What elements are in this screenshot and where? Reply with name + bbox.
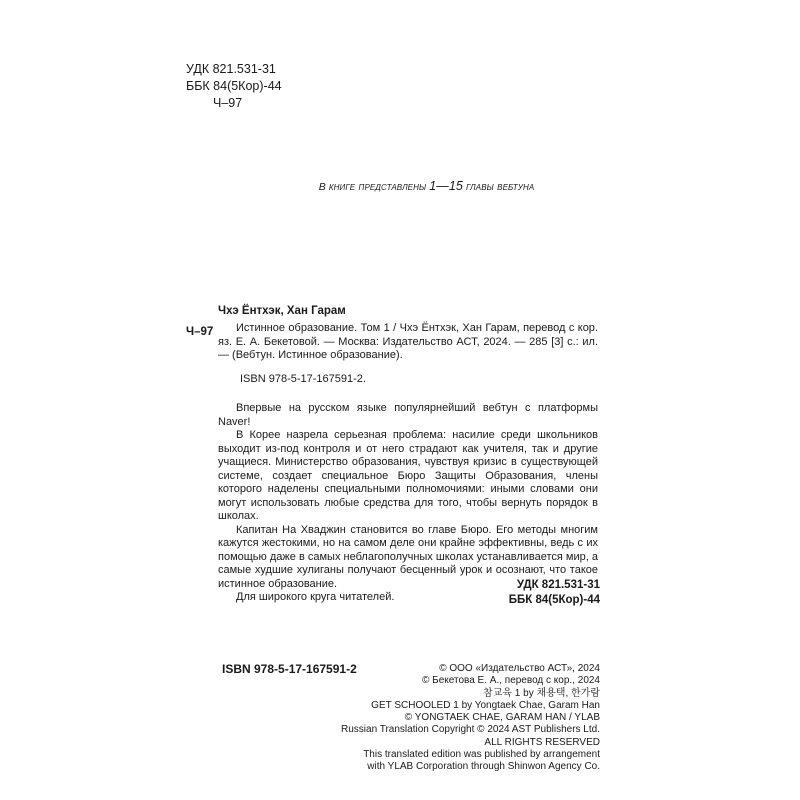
bibliographic-description xyxy=(218,322,598,363)
copyright-line: GET SCHOOLED 1 by Yongtaek Chae, Garam Han xyxy=(371,699,600,711)
udk-code-bottom: УДК 821.531-31 xyxy=(516,579,600,591)
bbk-code-bottom: ББК 84(5Кор)-44 xyxy=(508,594,600,606)
note-prefix: В xyxy=(318,181,326,193)
record-code: Ч–97 xyxy=(186,326,214,338)
annotation xyxy=(218,402,598,605)
annotation-paragraph: Для широкого круга читателей. xyxy=(236,591,395,603)
note-text-before: книге представлены xyxy=(328,181,427,193)
note-chapters: 1—15 xyxy=(429,179,463,193)
copyright-line: © Бекетова Е. А., перевод с кор., 2024 xyxy=(421,675,600,687)
author-mark: Ч–97 xyxy=(213,96,243,110)
annotation-paragraph: Капитан На Хваджин становится во главе Бюро. Его методы многим кажутся жестокими, но на самом деле они крайне эффективны, ведь с их помощью даже в самых неблагополучных школах устанавливается мир, а самые худшие хулиганы получают бесценный урок и осознают, что такое истинное образование. xyxy=(218,523,598,590)
record-author: Чхэ Ёнтхэк, Хан Гарам xyxy=(218,305,346,317)
annotation-paragraph: Впервые на русском языке популярнейший вебтун с платформы Naver! xyxy=(218,402,598,428)
isbn-main: ISBN 978-5-17-167591-2 xyxy=(222,662,357,676)
copyright-line: ALL RIGHTS RESERVED xyxy=(484,736,600,748)
copyright-line: with YLAB Corporation through Shinwon Agency Co. xyxy=(367,761,600,773)
copyright-line: Russian Translation Copyright © 2024 AST Publishers Ltd. xyxy=(341,724,600,736)
copyright-block xyxy=(341,663,600,774)
annotation-paragraph: В Корее назрела серьезная проблема: насилие среди школьников выходит из-под контроля и от него страдают как учителя, так и другие учащиеся. Министерство образования, чувствуя кризис в существующей системе, создает специальное Бюро Защиты Образования, члены которого наделены специальными полномочиями: иными словами они могут использовать любые средства для того, чтобы вернуть порядок в школах. xyxy=(218,429,598,522)
bbk-code: ББК 84(5Кор)-44 xyxy=(186,79,282,93)
copyright-line: This translated edition was published by arrangement xyxy=(363,749,600,761)
record-isbn: ISBN 978-5-17-167591-2. xyxy=(240,373,366,385)
udk-code: УДК 821.531-31 xyxy=(186,62,276,76)
bib-text: Истинное образование. Том 1 / Чхэ Ёнтхэк, Хан Гарам, перевод с кор. яз. Е. А. Бекетовой. — Москва: Издательство АСТ, 2024. — 285 [3] с.: ил. — (Вебтун. Истинное образование). xyxy=(218,322,598,361)
classification-block-bottom xyxy=(509,578,600,608)
classification-block-top xyxy=(186,61,282,112)
copyright-line: © ООО «Издательство АСТ», 2024 xyxy=(439,663,600,674)
copyright-line: 참교육 1 by 채용택, 한가람 xyxy=(483,687,600,699)
note-text-after: главы вебтуна xyxy=(466,181,535,193)
copyright-line: © YONGTAEK CHAE, GARAM HAN / YLAB xyxy=(404,712,600,724)
contents-note xyxy=(0,179,800,193)
